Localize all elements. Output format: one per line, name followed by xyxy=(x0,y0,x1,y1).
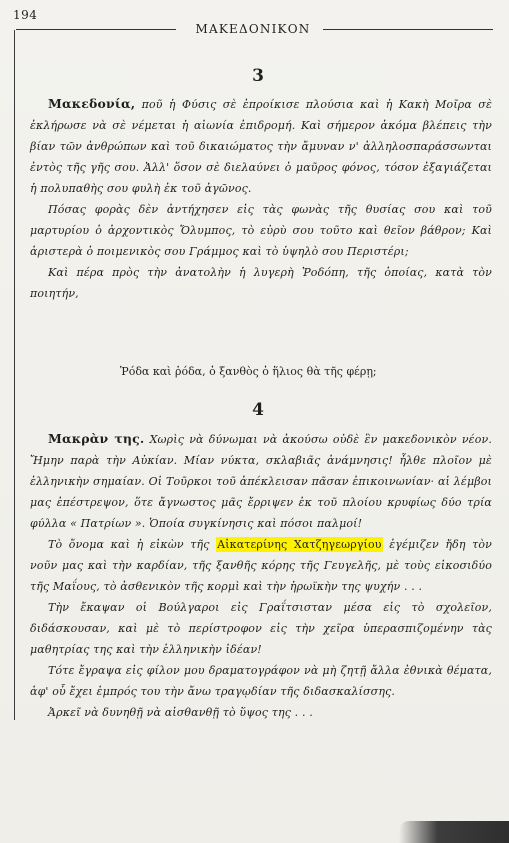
viewer-overlay-corner xyxy=(399,821,509,843)
section-number-3: 3 xyxy=(252,66,264,86)
paragraph xyxy=(30,199,492,262)
paragraph-text: Τὴν ἔκαψαν οἱ Βούλγαροι εἰς Γραΐτσισταν μέσα εἰς τὸ σχολεῖον, διδάσκουσαν, καὶ μὲ τὸ περίστροφον εἰς τὴν χεῖρα ὑπερασπιζομένην τὰς μαθητρίας της καὶ τὴν ἑλληνικὴν ἰδέαν! xyxy=(30,601,492,656)
paragraph xyxy=(30,428,492,534)
paragraph xyxy=(30,660,492,702)
paragraph xyxy=(30,597,492,660)
paragraph-text: ποῦ ἡ Φύσις σὲ ἐπροίκισε πλούσια καὶ ἡ Κακὴ Μοῖρα σὲ ἐκλήρωσε νὰ σὲ νέμεται ἡ αἰωνία ἐπιδρομή. Καὶ σήμερον ἀκόμα βλέπεις τὴν βίαν τῶν ἀνθρώπων καὶ τοῦ δικαιώματος τὴν ἄμυναν ν' ἀλληλοσπαράσσωνται ἐντὸς τῆς γῆς σου. Ἀλλ' ὅσον σὲ διελαύνει ὁ μαῦρος φόνος, τόσον ἐξαγιάζεται ἡ πολυπαθὴς σου φυλὴ ἐκ τοῦ ἀγῶνος. xyxy=(30,98,492,195)
highlighted-name: Αἰκατερίνης Χατζηγεωργίου xyxy=(217,538,382,551)
paragraph-lead: Μακεδονία, xyxy=(48,96,136,111)
page-frame-line xyxy=(14,30,15,720)
running-title: ΜΑΚΕΔΟΝΙΚΟΝ xyxy=(195,22,311,36)
paragraph xyxy=(30,702,492,723)
paragraph-lead: Μακρὰν της. xyxy=(48,431,145,446)
paragraph-text: Χωρὶς νὰ δύνωμαι νὰ ἀκούσω οὐδὲ ἓν μακεδονικὸν νέον. Ἤμην παρὰ τὴν Αὐκίαν. Μίαν νύκτα, σκλαβιᾶς ἀνάμνησις! ἦλθε πλοῖον μὲ ἑλληνικὴν σημαίαν. Οἱ Τοῦρκοι τοῦ ἀπέκλεισαν πᾶσαν ἐπικοινωνίαν· αἱ λέμβοι μας ἐπέστρεψον, ὅτε ἄγνωστος μᾶς ἔρριψεν ἐκ τοῦ πλοίου κρυφίως δύο τρία φύλλα « Πατρίων ». Ὁποία συγκίνησις καὶ πόσοι παλμοί! xyxy=(30,433,492,530)
paragraph-text: ἐγέμιζεν ἤδη τὸν νοῦν μας καὶ τὴν καρδίαν, τῆς ξανθῆς κόρης τῆς Γευγελῆς, μὲ τοὺς εἰκοσιδύο τῆς Μαΐους, τὸ ἀσθενικὸν τῆς κορμὶ καὶ τὴν ἡρωϊκὴν της ψυχήν . . . xyxy=(30,538,492,593)
paragraph-text: Ἀρκεῖ νὰ δυνηθῇ νὰ αἰσθανθῇ τὸ ὕψος της . . . xyxy=(48,706,313,719)
paragraph-text: Τὸ ὄνομα καὶ ἡ εἰκὼν τῆς xyxy=(48,538,217,551)
page-number: 194 xyxy=(13,8,38,22)
paragraph-text: Πόσας φορὰς δὲν ἀντήχησεν εἰς τὰς φωνὰς τῆς θυσίας σου καὶ τοῦ μαρτυρίου ὁ ἀρχοντικὸς Ὄλυμπος, τὸ εὐρὺ σου τοῦτο καὶ θεῖον βάθρον; Καὶ ἀριστερὰ ὁ ποιμενικὸς σου Γράμμος καὶ τὸ ὑψηλὸ σου Περιστέρι; xyxy=(30,203,492,258)
header-rule-right xyxy=(323,29,493,30)
section-number-4: 4 xyxy=(252,400,264,420)
paragraph xyxy=(30,534,492,597)
section-3-body xyxy=(30,93,492,304)
running-header xyxy=(12,22,493,36)
section-4-body xyxy=(30,428,492,723)
paragraph xyxy=(30,262,492,304)
header-rule-left xyxy=(16,29,176,30)
paragraph-text: Καὶ πέρα πρὸς τὴν ἀνατολὴν ἡ λυγερὴ Ῥοδόπη, τῆς ὁποίας, κατὰ τὸν ποιητήν, xyxy=(30,266,492,300)
verse-quote: Ῥόδα καὶ ῥόδα, ὁ ξανθὸς ὁ ἥλιος θὰ τῆς φέρῃ; xyxy=(120,365,377,378)
paragraph-text: Τότε ἔγραψα εἰς φίλον μου δραματογράφον νὰ μὴ ζητῇ ἄλλα ἐθνικὰ θέματα, ἀφ' οὗ ἔχει ἐμπρός του τὴν ἄνω τραγῳδίαν τῆς διδασκαλίσσης. xyxy=(30,664,492,698)
paragraph xyxy=(30,93,492,199)
